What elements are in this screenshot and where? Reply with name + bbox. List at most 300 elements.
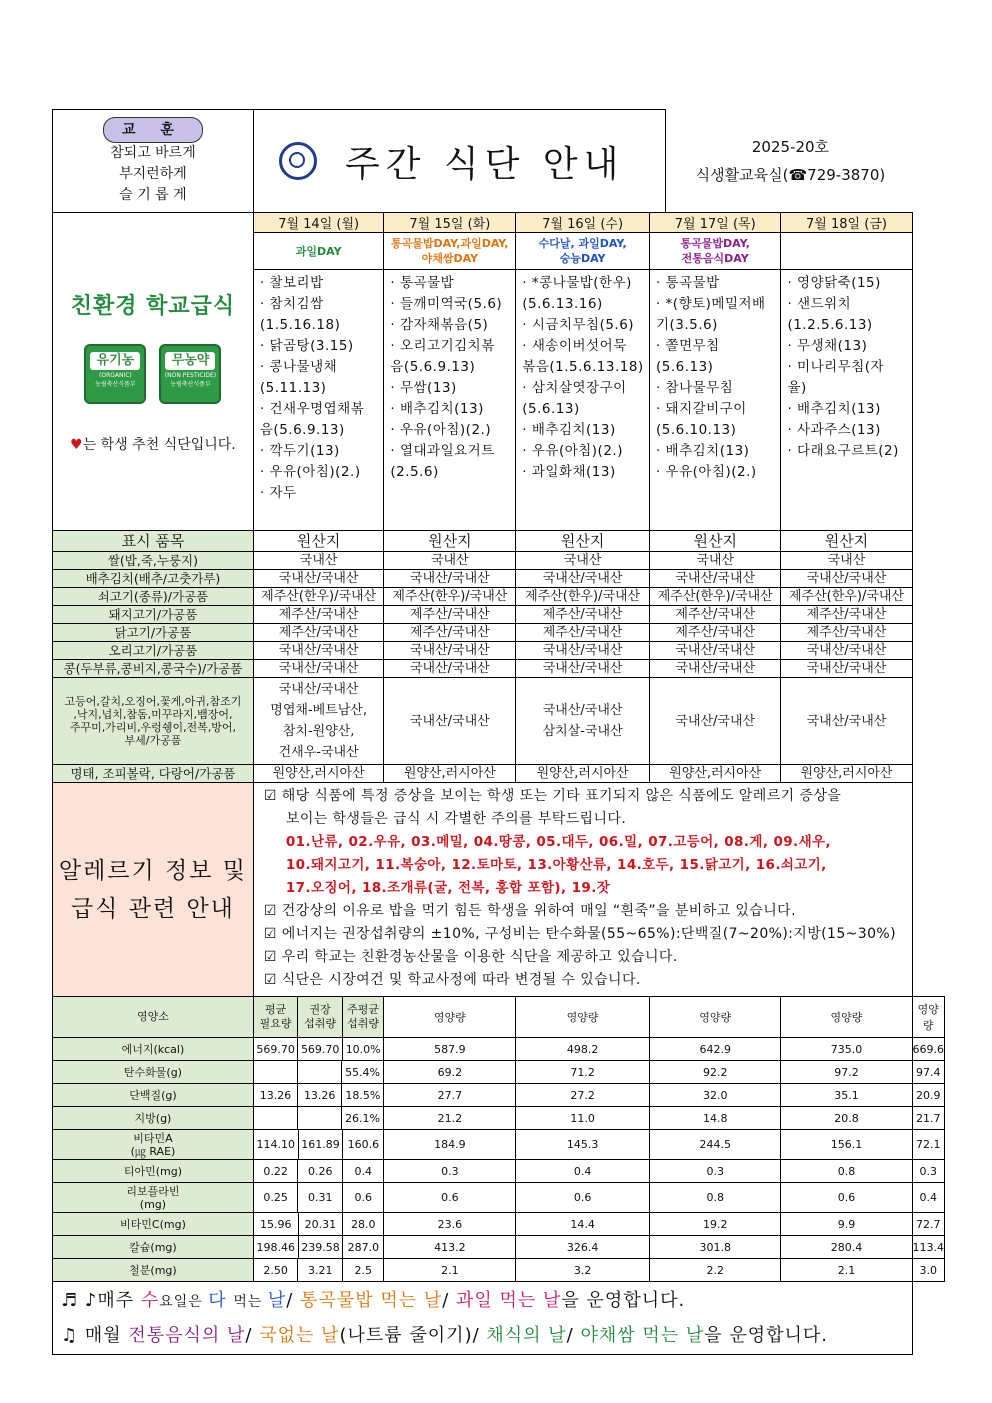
origin-value: 제주산/국내산: [253, 624, 384, 642]
nutrition-value: 0.6: [516, 1183, 650, 1213]
menu-item: · 새송이버섯어묵: [522, 338, 627, 354]
nutrition-ref-value: 239.58: [298, 1236, 343, 1258]
origin-header: 원산지: [649, 531, 780, 552]
nutrition-value: 21.7: [912, 1107, 945, 1130]
nutrition-value: 2.2: [649, 1259, 780, 1282]
menu-item: · 우유(아침)(2.): [390, 422, 492, 438]
check-icon: ☑: [263, 788, 277, 804]
menu-item: · 배추김치(13): [390, 401, 484, 417]
issue-number: 2025-20호: [751, 137, 830, 156]
origin-value: 국내산/국내산: [649, 660, 780, 678]
menu-item: (2.5.6): [390, 464, 439, 480]
nutrition-value: 735.0: [781, 1038, 912, 1061]
amount-header: 영양량: [516, 997, 650, 1038]
origin-value: 제주산(한우)/국내산: [253, 588, 384, 606]
day-special: [516, 233, 650, 270]
menu-item: · 다래요구르트(2): [787, 443, 899, 459]
menu-item: · 참나물무침: [655, 380, 734, 396]
nutrition-value: 9.9: [781, 1213, 912, 1236]
origin-header: 원산지: [384, 531, 516, 552]
nutrition-value: 669.6: [912, 1038, 945, 1061]
menu-item: (5.6.13): [655, 359, 714, 375]
origin-value: 국내산/국내산 삼치살-국내산: [516, 678, 650, 765]
menu-item: 기(3.5.6): [655, 317, 718, 333]
origin-value: 국내산/국내산 명엽채-베트남산, 참치-원양산, 건새우-국내산: [253, 678, 384, 765]
nutrition-value: 35.1: [781, 1084, 912, 1107]
origin-value: 제주산/국내산: [516, 624, 650, 642]
origin-value: 제주산/국내산: [516, 606, 650, 624]
motto-line: 참되고 바르게: [110, 144, 196, 161]
nutrition-value: 72.7: [912, 1213, 945, 1236]
footer-text: 수: [140, 1290, 160, 1311]
origin-row: [53, 765, 945, 783]
allergy-note: ☑ 건강상의 이유로 밥을 먹기 힘든 학생을 위하여 매일 “흰죽”을 분비하고 있습니다.: [263, 903, 796, 919]
origin-value: 제주산/국내산: [253, 606, 384, 624]
nutrient-name: 비타민C(mg): [53, 1213, 254, 1236]
day-date: 7월 18일 (금): [781, 213, 912, 233]
footer-text: ♬ ♪매주: [61, 1290, 141, 1311]
origin-value: 국내산: [516, 552, 650, 570]
origin-value: 제주산/국내산: [649, 606, 780, 624]
origin-value: 국내산/국내산: [516, 660, 650, 678]
origin-value: 원양산,러시아산: [253, 765, 384, 783]
check-icon: ☑: [263, 949, 277, 965]
footer-text: /: [442, 1290, 457, 1311]
title-cell: [253, 110, 649, 213]
day-special: [781, 233, 912, 270]
nutrient-name: 비타민A (㎍ RAE): [53, 1130, 254, 1160]
menu-item: (5.6.10.13): [655, 422, 737, 438]
nutrition-row: [53, 1183, 945, 1213]
origin-value: 원양산,러시아산: [516, 765, 650, 783]
allergen-list-line: 01.난류, 02.우유, 03.메밀, 04.땅콩, 05.대두, 06.밀, 07.고등어, 08.게, 09.새우,: [285, 834, 831, 850]
nutrition-value: 69.2: [384, 1061, 516, 1084]
menu-item: · 영양닭죽(15): [787, 275, 881, 291]
nutrition-row: [53, 1130, 945, 1160]
nutrition-value: 27.7: [384, 1084, 516, 1107]
nutrition-value: 2.1: [384, 1259, 516, 1282]
day-special: [384, 233, 516, 270]
menu-item: · 깍두기(13): [259, 443, 340, 459]
nutrition-value: 244.5: [649, 1130, 780, 1160]
motto-label: 교 훈: [103, 117, 203, 143]
nutrition-ref-value: 160.6: [347, 1138, 380, 1151]
origin-value: 국내산/국내산: [253, 660, 384, 678]
day-special-line: 수다날, 과일DAY,: [538, 237, 627, 250]
day-special: [649, 233, 780, 270]
nutrition-ref-value: 20.31: [298, 1213, 343, 1235]
allergy-note: ☑ 식단은 시장여건 및 학교사정에 따라 변경될 수 있습니다.: [263, 972, 641, 988]
menu-item: · 배추김치(13): [655, 443, 750, 459]
footer-text: 야채쌈 먹는 날: [580, 1325, 705, 1346]
nutrition-value: 23.6: [384, 1213, 516, 1236]
origin-header: 원산지: [781, 531, 912, 552]
check-icon: ☑: [263, 972, 277, 988]
nutrition-value: 20.8: [781, 1107, 912, 1130]
footer-text: /: [566, 1325, 581, 1346]
nutrition-row: [53, 1038, 945, 1061]
footer-text: 을 운영합니다.: [561, 1290, 686, 1311]
footer-text: ♫ 매월: [61, 1325, 129, 1346]
origin-value: 국내산/국내산: [781, 678, 912, 765]
check-icon: ☑: [263, 903, 277, 919]
nutrition-value: 19.2: [649, 1213, 780, 1236]
nutrition-value: 0.6: [384, 1183, 516, 1213]
menu-item: · 자두: [259, 485, 297, 501]
nutrition-value: 71.2: [516, 1061, 650, 1084]
nutrition-ref-value: [297, 1107, 341, 1129]
menu-item: · 건새우명엽채볶: [259, 401, 365, 417]
menu-item: · *콩나물밥(한우): [522, 275, 632, 291]
origin-value: 국내산/국내산: [781, 660, 912, 678]
page-title: 주간 식단 안내: [344, 143, 625, 185]
nutrition-value: 72.1: [912, 1130, 945, 1160]
origin-row-seafood: [53, 678, 945, 765]
day-menu: [516, 270, 650, 531]
menu-item: · 쫄면무침: [655, 338, 720, 354]
nutrition-value: 3.0: [912, 1259, 945, 1282]
nutrient-name: 지방(g): [53, 1107, 254, 1130]
nutrition-value: 27.2: [516, 1084, 650, 1107]
nutrition-value: 97.2: [781, 1061, 912, 1084]
no-pesticide-badge-icon: 무농약 (NON PESTICIDE) 농림축산식품부: [159, 344, 221, 404]
nutrition-ref-value: 2.50: [254, 1259, 298, 1281]
menu-item: · 배추김치(13): [522, 422, 616, 438]
motto-cell: [53, 110, 254, 213]
origin-item: 콩(두부류,콩비지,콩국수)/가공품: [53, 660, 254, 678]
day-special-line: 과일DAY: [295, 244, 342, 258]
origin-value: 국내산: [649, 552, 780, 570]
menu-item: · 콩나물냉채: [259, 359, 338, 375]
footer-text: 먹는: [233, 1294, 268, 1310]
menu-item: · 배추김치(13): [787, 401, 881, 417]
nutrition-subheader: 권장 섭취량: [298, 997, 342, 1037]
day-date: 7월 17일 (목): [649, 213, 780, 233]
nutrition-ref-value: 2.5: [354, 1263, 372, 1277]
nutrition-value: 413.2: [384, 1236, 516, 1259]
menu-item: · *(향토)메밀저배: [655, 296, 766, 312]
allergy-info: ☑ 해당 식품에 특정 증상을 보이는 학생 또는 기타 표기되지 않은 식품에도 알레르기 증상을 보이는 학생들은 급식 시 각별한 주의를 부탁드립니다. 01.난류, 02.우유, 03.메밀, 04.땅콩, 05.대두, 06.밀, 07.고등어, 08.게, 09.새우, 10.돼지고기, 11.복숭아, 12.토마토, 13.아황산류, 14.호두, 15.닭고기, 16.쇠고기, 17.오징어, 18.조개류(굴, 전복, 홍합 포함), 19.잣 ☑ 건강상의 이유로 밥을 먹기 힘든 학생을 위하여 매일 “흰죽”을 분비하고 있습니다. ☑ 에너지는 권장섭취량의 ±10%, 구성비는 탄수화물(55~65%):단백질(7~20%):지방(15~30%) ☑ 우리 학교는 친환경농산물을 이용한 식단을 제공하고 있습니다. ☑ 식단은 시장여건 및 학교사정에 따라 변경될 수 있습니다.: [253, 783, 912, 997]
origin-value: 제주산/국내산: [384, 606, 516, 624]
origin-row: [53, 606, 945, 624]
footer-text: 다: [208, 1290, 234, 1311]
nutrient-name: 철분(mg): [53, 1259, 254, 1282]
origin-value: 제주산(한우)/국내산: [781, 588, 912, 606]
nutrition-value: 0.4: [516, 1160, 650, 1183]
motto-line: 슬 기 롭 게: [119, 186, 187, 203]
nutrition-value: 0.6: [781, 1183, 912, 1213]
origin-value: 제주산/국내산: [649, 624, 780, 642]
menu-item: · 무생채(13): [787, 338, 868, 354]
origin-value: 제주산(한우)/국내산: [384, 588, 516, 606]
day-date: 7월 15일 (화): [384, 213, 516, 233]
menu-item: (1.5.16.18): [259, 317, 341, 333]
nutrition-ref-value: 569.70: [298, 1038, 343, 1060]
origin-value: 제주산(한우)/국내산: [516, 588, 650, 606]
nutrition-value: 32.0: [649, 1084, 780, 1107]
nutrition-ref-value: 26.1%: [345, 1111, 381, 1125]
nutrition-value: 0.4: [912, 1183, 945, 1213]
issue-cell: [695, 110, 912, 213]
origin-value: 국내산/국내산: [649, 678, 780, 765]
origin-value: 국내산/국내산: [781, 570, 912, 588]
nutrition-ref-value: 569.70: [254, 1038, 298, 1060]
nutrient-name: 칼슘(mg): [53, 1236, 254, 1259]
menu-item: · 돼지갈비구이: [655, 401, 747, 417]
nutrition-value: 113.4: [912, 1236, 945, 1259]
nutrition-value: 184.9: [384, 1130, 516, 1160]
origin-value: 국내산/국내산: [384, 660, 516, 678]
origin-value: 국내산: [384, 552, 516, 570]
nutrition-ref-value: 15.96: [254, 1213, 298, 1235]
nutrient-header: 영양소: [53, 997, 254, 1038]
nutrition-header: [53, 997, 945, 1038]
nutrition-ref-value: 0.22: [254, 1160, 298, 1182]
nutrition-ref-value: 0.26: [298, 1160, 343, 1182]
nutrition-value: 145.3: [516, 1130, 650, 1160]
footer-text: 통곡물밥 먹는 날: [300, 1290, 443, 1311]
footer-text: 요일은: [159, 1294, 209, 1310]
nutrition-value: 0.8: [649, 1183, 780, 1213]
nutrition-ref-value: [297, 1061, 341, 1083]
footer-text: (나트륨 줄이기)/: [339, 1325, 487, 1346]
nutrition-value: 20.9: [912, 1084, 945, 1107]
nutrition-value: 14.4: [516, 1213, 650, 1236]
menu-item: · 찰보리밥: [259, 275, 324, 291]
nutrition-subheader: 평균 필요량: [254, 997, 298, 1037]
nutrition-value: 156.1: [781, 1130, 912, 1160]
origin-value: 국내산/국내산: [384, 678, 516, 765]
nutrition-value: 0.3: [384, 1160, 516, 1183]
amount-header: 영양량: [649, 997, 780, 1038]
origin-value: 국내산/국내산: [253, 642, 384, 660]
origin-value: 국내산/국내산: [253, 570, 384, 588]
menu-item: · 미나리무침(자: [787, 359, 885, 375]
nutrient-name: 에너지(kcal): [53, 1038, 254, 1061]
nutrition-row: [53, 1236, 945, 1259]
nutrition-value: 498.2: [516, 1038, 650, 1061]
nutrition-row: [53, 1160, 945, 1183]
origin-item: 쇠고기(종류)/가공품: [53, 588, 254, 606]
origin-item: 고등어,갈치,오징어,꽃게,아귀,참조기 ,낙지,넙치,참돔,미꾸라지,뱀장어, 주꾸미,가리비,우렁쉥이,전복,방어, 부세/가공품: [53, 678, 254, 765]
origin-value: 국내산/국내산: [649, 642, 780, 660]
nutrient-name: 리보플라빈 (mg): [53, 1183, 254, 1213]
origin-item: 쌀(밥,죽,누룽지): [53, 552, 254, 570]
nutrition-value: 97.4: [912, 1061, 945, 1084]
origin-value: 원양산,러시아산: [649, 765, 780, 783]
origin-value: 원양산,러시아산: [384, 765, 516, 783]
menu-item: 볶음(1.5.6.13.18): [522, 359, 644, 375]
nutrition-value: 0.3: [649, 1160, 780, 1183]
recommend-note: ♥는 학생 추천 식단입니다.: [70, 437, 236, 453]
nutrient-name: 티아민(mg): [53, 1160, 254, 1183]
origin-row: [53, 660, 945, 678]
origin-value: 제주산/국내산: [384, 624, 516, 642]
menu-item: · 삼치살엿장구이: [522, 380, 627, 396]
amount-header: 영양량: [384, 997, 516, 1038]
origin-value: 제주산/국내산: [781, 624, 912, 642]
footer-text: 채식의 날: [486, 1325, 567, 1346]
nutrition-value: 0.3: [912, 1160, 945, 1183]
nutrition-ref-value: 3.21: [298, 1259, 343, 1281]
nutrition-value: 280.4: [781, 1236, 912, 1259]
nutrition-row: [53, 1213, 945, 1236]
menu-item: (5.11.13): [259, 380, 327, 396]
nutrition-ref-value: 0.4: [354, 1164, 372, 1178]
footer-text: 과일 먹는 날: [456, 1290, 562, 1311]
nutrition-ref-value: 18.5%: [345, 1088, 381, 1102]
nutrition-row: [53, 1084, 945, 1107]
footer-text: 전통음식의 날: [128, 1325, 246, 1346]
nutrition-ref-value: 0.25: [254, 1183, 298, 1212]
origin-value: 원양산,러시아산: [781, 765, 912, 783]
menu-item: (1.2.5.6.13): [787, 317, 873, 333]
menu-item: · 들깨미역국(5.6): [390, 296, 503, 312]
menu-item: · 오리고기김치볶: [390, 338, 495, 354]
nutrition-ref-value: 13.26: [254, 1084, 298, 1106]
origin-value: 국내산/국내산: [384, 642, 516, 660]
day-menu: [781, 270, 912, 531]
day-special: [253, 233, 384, 270]
menu-item: 음(5.6.9.13): [390, 359, 476, 375]
contact: 식생활교육실(☎729-3870): [695, 165, 886, 184]
nutrition-ref-value: [254, 1061, 297, 1083]
allergen-list-line: 10.돼지고기, 11.복숭아, 12.토마토, 13.아황산류, 14.호두, 15.닭고기, 16.쇠고기,: [285, 857, 827, 873]
nutrition-ref-value: 0.6: [354, 1191, 372, 1204]
footer-text: 날: [267, 1290, 287, 1311]
nutrition-row: [53, 1107, 945, 1130]
nutrition-ref-value: 55.4%: [345, 1065, 381, 1079]
day-special-line: 야채쌈DAY: [421, 252, 479, 265]
origin-value: 제주산(한우)/국내산: [649, 588, 780, 606]
menu-item: · 통곡물밥: [655, 275, 720, 291]
day-menu: [253, 270, 384, 531]
origin-header-label: 표시 품목: [53, 531, 254, 552]
check-icon: ☑: [263, 926, 277, 942]
menu-item: · 닭곰탕(3.15): [259, 338, 354, 354]
origin-value: 제주산/국내산: [781, 606, 912, 624]
origin-item: 닭고기/가공품: [53, 624, 254, 642]
day-date: 7월 14일 (월): [253, 213, 384, 233]
menu-item: 음(5.6.9.13): [259, 422, 345, 438]
weekly-menu-sheet: [52, 109, 945, 1355]
footer-text: /: [286, 1290, 301, 1311]
menu-item: · 참치김쌈: [259, 296, 324, 312]
menu-item: · 우유(아침)(2.): [655, 464, 757, 480]
day-special-line: 전통음식DAY: [681, 252, 749, 265]
origin-item: 명태, 조피볼락, 다랑어/가공품: [53, 765, 254, 783]
menu-item: · 샌드위치: [787, 296, 852, 312]
origin-value: 국내산: [253, 552, 384, 570]
origin-value: 국내산: [781, 552, 912, 570]
amount-header: 영양량: [912, 997, 945, 1038]
allergy-title: 알레르기 정보 및 급식 관련 안내: [53, 783, 254, 997]
origin-row: [53, 552, 945, 570]
menu-item: · 열대과일요거트: [390, 443, 495, 459]
menu-item: 율): [787, 380, 807, 396]
nutrition-value: 0.8: [781, 1160, 912, 1183]
nutrient-name: 탄수화물(g): [53, 1061, 254, 1084]
origin-value: 국내산/국내산: [649, 570, 780, 588]
allergy-note: ☑ 에너지는 권장섭취량의 ±10%, 구성비는 탄수화물(55~65%):단백질(7~20%):지방(15~30%): [263, 926, 896, 942]
menu-item: · 우유(아침)(2.): [259, 464, 361, 480]
nutrition-value: 21.2: [384, 1107, 516, 1130]
day-special-line: 통곡물밥DAY,과일DAY,: [391, 237, 509, 250]
origin-row: [53, 642, 945, 660]
origin-header: 원산지: [253, 531, 384, 552]
footer-text: 국없는 날: [259, 1325, 340, 1346]
footer-notice: [53, 1282, 913, 1355]
origin-item: 오리고기/가공품: [53, 642, 254, 660]
nutrition-ref-value: 28.0: [351, 1217, 376, 1231]
nutrition-ref-value: 114.10: [254, 1130, 298, 1159]
allergy-note: ☑ 우리 학교는 친환경농산물을 이용한 식단을 제공하고 있습니다.: [263, 949, 678, 965]
origin-item: 배추김치(배추/고춧가루): [53, 570, 254, 588]
menu-item: · 감자채볶음(5): [390, 317, 489, 333]
nutrition-value: 11.0: [516, 1107, 650, 1130]
origin-row: [53, 570, 945, 588]
day-date: 7월 16일 (수): [516, 213, 650, 233]
allergen-list-line: 17.오징어, 18.조개류(굴, 전복, 홍합 포함), 19.잣: [285, 880, 611, 896]
menu-item: · 무쌈(13): [390, 380, 457, 396]
amount-header: 영양량: [781, 997, 912, 1038]
nutrition-value: 587.9: [384, 1038, 516, 1061]
nutrition-value: 3.2: [516, 1259, 650, 1282]
nutrition-ref-value: 0.31: [298, 1183, 343, 1212]
nutrition-row: [53, 1259, 945, 1282]
school-emblem-icon: [279, 142, 317, 180]
day-menu: [649, 270, 780, 531]
nutrition-value: 2.1: [781, 1259, 912, 1282]
eco-cell: [53, 213, 254, 531]
nutrition-subheader: 주평균 섭취량: [342, 997, 383, 1037]
origin-header: 원산지: [516, 531, 650, 552]
menu-item: · 사과주스(13): [787, 422, 881, 438]
nutrition-ref-value: 161.89: [298, 1130, 343, 1159]
menu-item: · 통곡물밥: [390, 275, 455, 291]
nutrition-value: 92.2: [649, 1061, 780, 1084]
origin-value: 국내산/국내산: [384, 570, 516, 588]
nutrition-ref-value: 287.0: [347, 1240, 380, 1254]
day-menu: [384, 270, 516, 531]
footer-text: /: [245, 1325, 260, 1346]
day-special-line: 숭늉DAY: [559, 252, 606, 265]
nutrition-ref-value: 13.26: [298, 1084, 342, 1106]
nutrition-row: [53, 1061, 945, 1084]
nutrition-ref-value: 198.46: [254, 1236, 298, 1258]
motto-line: 부지런하게: [119, 165, 187, 182]
origin-value: 국내산/국내산: [516, 570, 650, 588]
day-special-line: 통곡물밥DAY,: [680, 237, 750, 250]
menu-item: · 우유(아침)(2.): [522, 443, 623, 459]
motto-lines: [53, 143, 253, 206]
menu-item: (5.6.13.16): [522, 296, 603, 312]
nutrition-ref-value: [254, 1107, 297, 1129]
menu-item: · 과일화채(13): [522, 464, 616, 480]
nutrient-name: 단백질(g): [53, 1084, 254, 1107]
origin-value: 국내산/국내산: [781, 642, 912, 660]
origin-value: 국내산/국내산: [516, 642, 650, 660]
nutrition-ref-value: 10.0%: [345, 1042, 381, 1056]
origin-item: 돼지고기/가공품: [53, 606, 254, 624]
origin-row: [53, 588, 945, 606]
organic-badge-icon: 유기농 (ORGANIC) 농림축산식품부: [84, 344, 146, 404]
footer-text: 을 운영합니다.: [704, 1325, 829, 1346]
nutrition-value: 14.8: [649, 1107, 780, 1130]
menu-item: (5.6.13): [522, 401, 580, 417]
menu-item: · 시금치무침(5.6): [522, 317, 635, 333]
nutrition-value: 326.4: [516, 1236, 650, 1259]
